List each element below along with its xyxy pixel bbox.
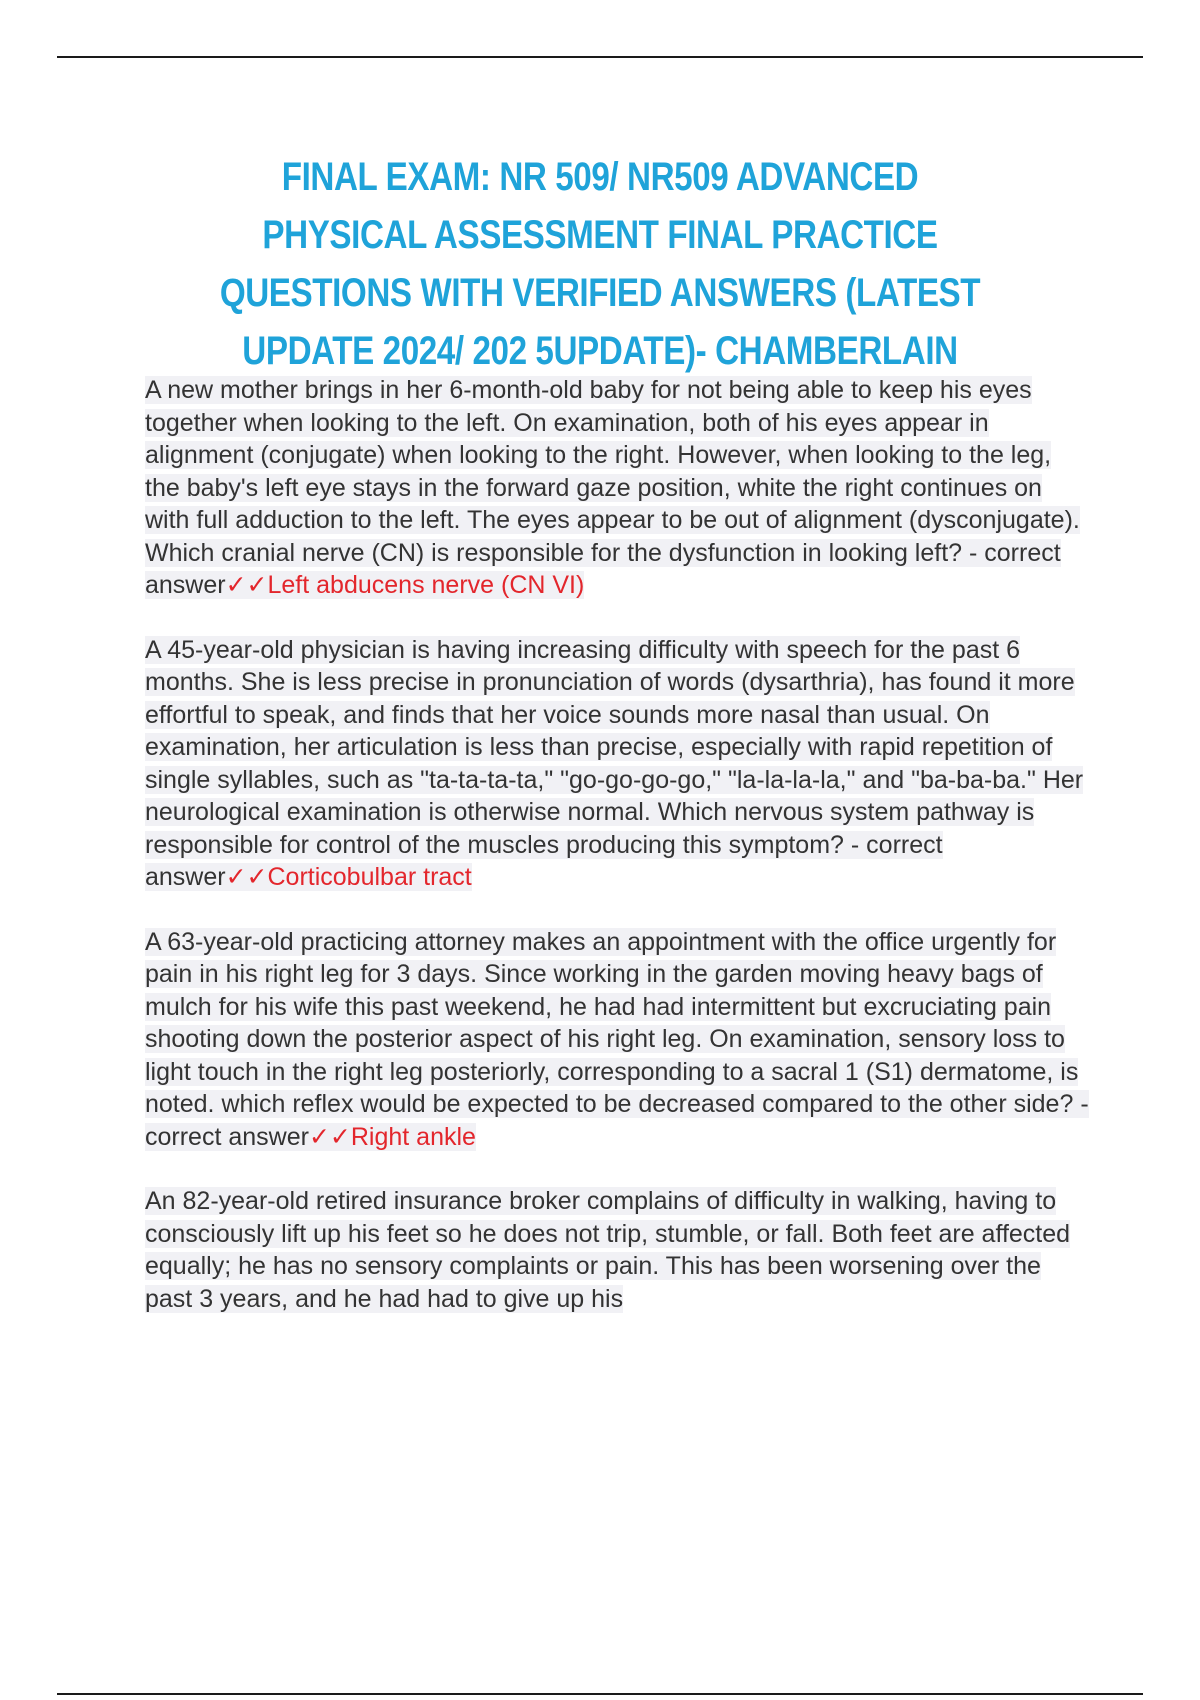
correct-answer-label: - correct answer: [145, 1090, 1089, 1151]
top-rule: [57, 56, 1143, 58]
correct-answer-label: - correct answer: [145, 830, 943, 891]
double-check-icon: ✓✓: [225, 863, 268, 891]
question-item: [145, 1185, 1090, 1315]
question-item: [145, 634, 1090, 894]
question-block: [145, 376, 1080, 599]
answer-text: Right ankle: [350, 1122, 476, 1151]
answer-text: Left abducens nerve (CN VI): [267, 571, 585, 599]
question-text: A new mother brings in her 6-month-old baby for not being able to keep his eyes together when looking to the left. On examination, both of his eyes appear in alignment (conjugate) when looking to the right. However, when looking to the leg, the baby's left eye stays in the forward gaze position, white the right continues on with full adduction to the left. The eyes appear to be out of alignment (dysconjugate). Which cranial nerve (CN) is responsible for the dysfunction in looking left?: [145, 376, 1080, 567]
bottom-rule: [57, 1693, 1143, 1695]
correct-answer-label: - correct answer: [145, 538, 1061, 599]
question-block: [145, 928, 1089, 1151]
question-text: A 45-year-old physician is having increasing difficulty with speech for the past 6 months. She is less precise in pronunciation of words (dysarthria), has found it more effortful to speak, and finds that her voice sounds more nasal than usual. On examination, her articulation is less than precise, especially with rapid repetition of single syllables, such as "ta-ta-ta-ta," "go-go-go-go," "la-la-la-la," and "ba-ba-ba." Her neurological examination is otherwise normal. Which nervous system pathway is responsible for control of the muscles producing this symptom?: [145, 635, 1084, 859]
document-title: FINAL EXAM: NR 509/ NR509 ADVANCED PHYSICAL ASSESSMENT FINAL PRACTICE QUESTIONS WITH VERIFIED ANSWERS (LATEST UPDATE 2024/ 202 5UPDATE)- CHAMBERLAIN: [219, 155, 981, 373]
question-item: [145, 926, 1090, 1154]
question-block: [145, 636, 1083, 892]
double-check-icon: ✓✓: [225, 571, 268, 599]
question-block: [145, 1187, 1070, 1313]
question-item: [145, 374, 1090, 602]
question-text: An 82-year-old retired insurance broker complains of difficulty in walking, having to consciously lift up his feet so he does not trip, stumble, or fall. Both feet are affected equally; he has no sensory complaints or pain. This has been worsening over the past 3 years, and he had had to give up his: [145, 1187, 1071, 1313]
question-list: [145, 374, 1090, 1347]
question-text: A 63-year-old practicing attorney makes an appointment with the office urgently for pain in his right leg for 3 days. Since working in the garden moving heavy bags of mulch for his wife this past weekend, he had had intermittent but excruciating pain shooting down the posterior aspect of his right leg. On examination, sensory loss to light touch in the right leg posteriorly, corresponding to a sacral 1 (S1) dermatome, is noted. which reflex would be expected to be decreased compared to the other side?: [145, 927, 1079, 1118]
answer-text: Corticobulbar tract: [267, 863, 472, 891]
double-check-icon: ✓✓: [308, 1122, 351, 1151]
